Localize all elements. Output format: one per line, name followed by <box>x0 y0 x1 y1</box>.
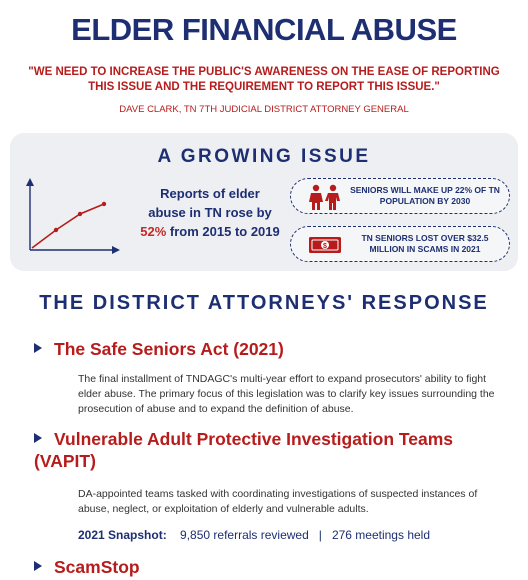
triangle-bullet-icon <box>34 343 42 353</box>
triangle-bullet-icon <box>34 561 42 571</box>
snapshot-separator: | <box>318 528 322 542</box>
stat-pill-scams <box>290 226 510 262</box>
snapshot-label: 2021 Snapshot: <box>78 528 167 542</box>
snapshot-meetings: 276 meetings held <box>331 528 431 542</box>
quote-text: "WE NEED TO INCREASE THE PUBLIC'S AWARENESS ON THE EASE OF REPORTING THIS ISSUE AND THE REQUIREMENT TO REPORT THIS ISSUE." <box>28 66 500 93</box>
money-bill-icon <box>305 232 345 258</box>
response-item-heading <box>34 556 140 578</box>
triangle-bullet-icon <box>34 433 42 443</box>
response-item-body: DA-appointed teams tasked with coordinating investigations of suspected instances of abuse, neglect, or exploitation of elderly and vulnerable adults. <box>78 488 478 515</box>
quote-attribution: DAVE CLARK, TN 7TH JUDICIAL DISTRICT ATTORNEY GENERAL <box>119 104 409 115</box>
response-item-heading-text: Vulnerable Adult Protective Investigation Teams (VAPIT) <box>34 429 454 471</box>
growth-stat-text-2: from 2015 to 2019 <box>169 224 280 239</box>
response-item-heading <box>34 338 284 360</box>
growth-stat <box>140 184 280 241</box>
response-item-heading-text: The Safe Seniors Act (2021) <box>54 339 284 359</box>
stat-pill-population-text: SENIORS WILL MAKE UP 22% OF TN POPULATION BY 2030 <box>350 185 500 206</box>
snapshot-line <box>78 528 430 542</box>
trend-line-icon <box>20 178 120 258</box>
snapshot-referrals: 9,850 referrals reviewed <box>180 528 309 542</box>
growth-stat-text-1: Reports of elder abuse in TN rose by <box>148 186 272 220</box>
growth-stat-percent: 52% <box>140 224 167 239</box>
svg-text:$: $ <box>323 243 327 250</box>
page-title: ELDER FINANCIAL ABUSE <box>71 12 457 47</box>
response-section-title: THE DISTRICT ATTORNEYS' RESPONSE <box>39 292 489 314</box>
seniors-people-icon <box>305 184 345 210</box>
response-item-body: The final installment of TNDAGC's multi-year effort to expand prosecutors' ability to fight elder abuse. The primary focus of this legislation was to clarify key issues surrounding the prosecution of abuse and to expand the definition of abuse. <box>78 373 495 415</box>
growing-issue-title: A GROWING ISSUE <box>157 146 371 167</box>
stat-pill-scams-text: TN SENIORS LOST OVER $32.5 MILLION IN SCAMS IN 2021 <box>361 233 489 254</box>
stat-pill-population <box>290 178 510 214</box>
response-item-heading <box>34 428 494 472</box>
response-item-heading-text: ScamStop <box>54 557 140 577</box>
